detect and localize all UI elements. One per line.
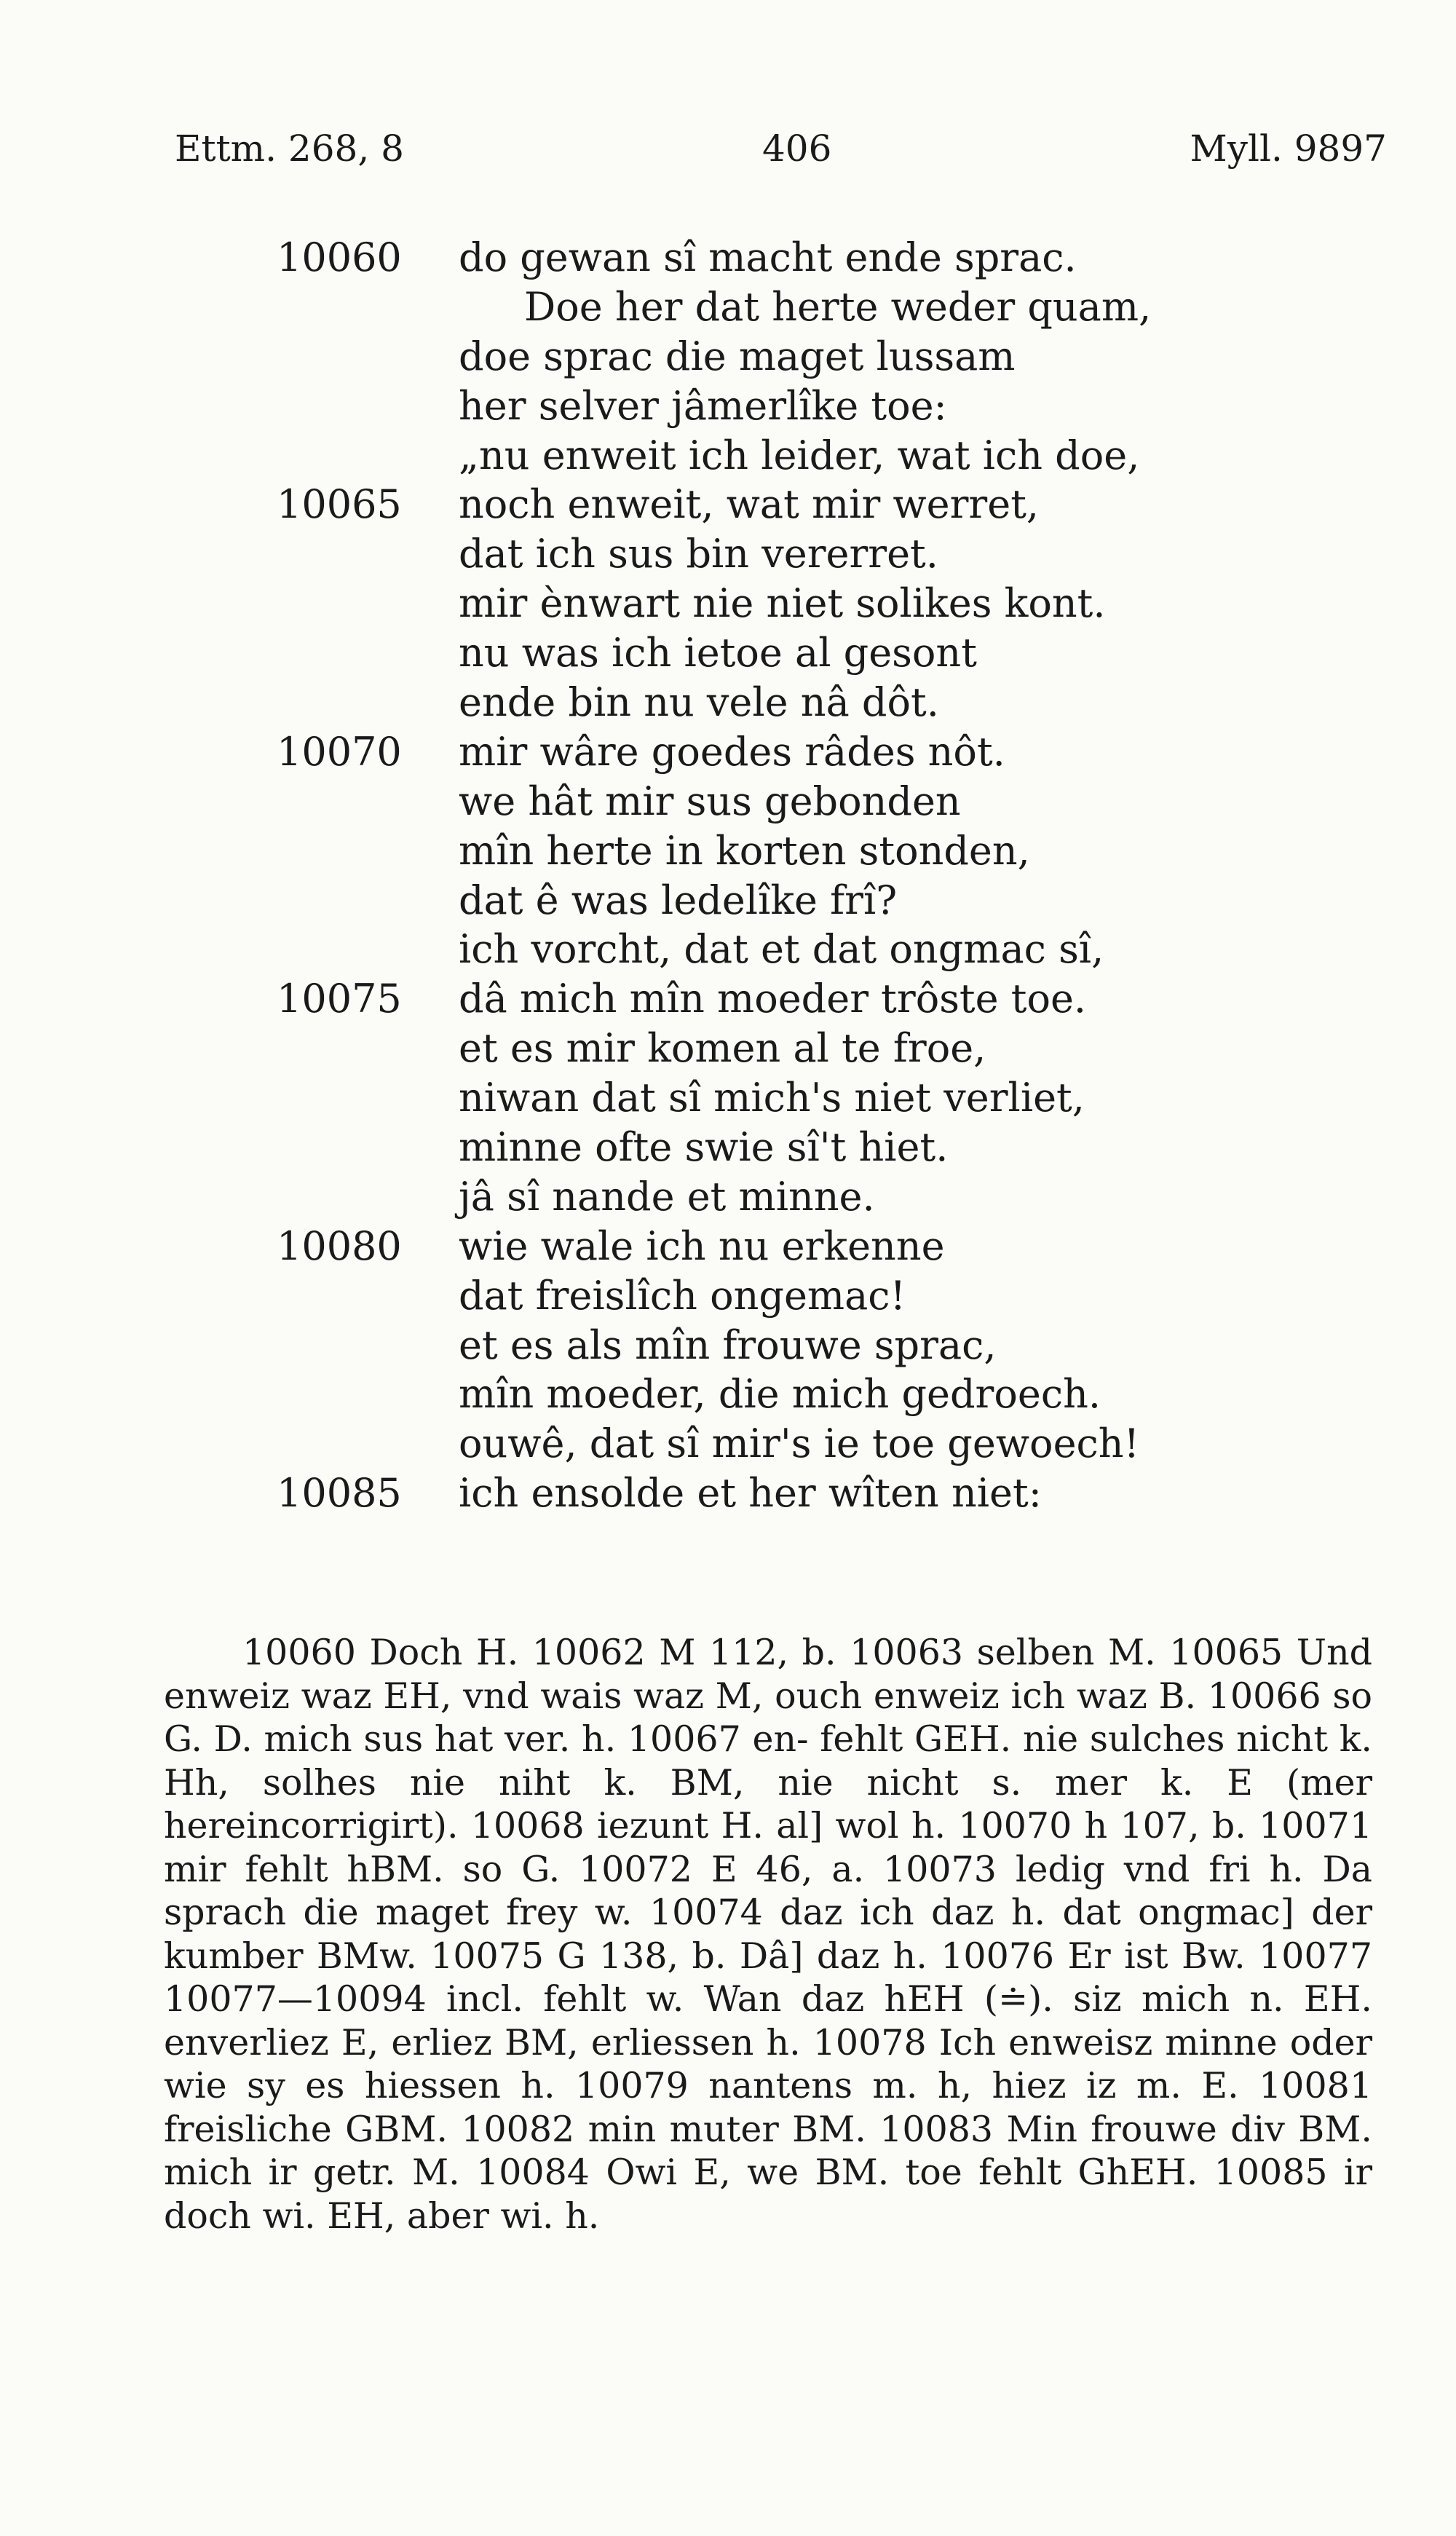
poem-line <box>277 1370 1296 1419</box>
poem-line <box>277 579 1296 628</box>
line-text: ich vorcht, dat et dat ongmac sî, <box>459 926 1104 973</box>
line-number: 10060 <box>277 234 402 280</box>
header-right-ref: Myll. 9897 <box>1190 127 1387 170</box>
line-number: 10075 <box>277 976 402 1022</box>
line-text: et es als mîn frouwe sprac, <box>459 1322 997 1368</box>
line-text: minne ofte swie sî't hiet. <box>459 1124 949 1171</box>
line-text: ouwê, dat sî mir's ie toe gewoech! <box>459 1421 1140 1467</box>
line-text: do gewan sî macht ende sprac. <box>459 234 1077 280</box>
poem-line <box>277 628 1296 678</box>
poem-line <box>277 925 1296 974</box>
line-text: „nu enweit ich leider, wat ich doe, <box>459 432 1140 478</box>
poem-line <box>277 1321 1296 1370</box>
line-text: jâ sî nande et minne. <box>459 1173 875 1220</box>
poem-line <box>277 1073 1296 1123</box>
poem-line <box>277 1123 1296 1172</box>
poem-line <box>277 1222 1296 1271</box>
poem-line <box>277 233 1296 283</box>
line-text: dâ mich mîn moeder trôste toe. <box>459 976 1087 1022</box>
page-header <box>175 127 1387 170</box>
critical-apparatus <box>164 1631 1372 2237</box>
line-text: noch enweit, wat mir werret, <box>459 481 1040 528</box>
poem-line <box>277 529 1296 579</box>
header-left-ref: Ettm. 268, 8 <box>175 127 404 170</box>
line-text: et es mir komen al te froe, <box>459 1025 986 1072</box>
line-number: 10070 <box>277 728 402 775</box>
poem-line <box>277 974 1296 1024</box>
page-number: 406 <box>762 127 832 170</box>
poem-line <box>277 431 1296 481</box>
line-text: wie wale ich nu erkenne <box>459 1222 945 1269</box>
line-text: mîn herte in korten stonden, <box>459 827 1030 874</box>
poem-line <box>277 727 1296 777</box>
poem-line <box>277 283 1296 332</box>
poem-line <box>277 1419 1296 1469</box>
line-number: 10085 <box>277 1470 402 1517</box>
poem-line <box>277 1024 1296 1073</box>
poem-line <box>277 777 1296 826</box>
poem-line <box>277 480 1296 529</box>
line-text: ende bin nu vele nâ dôt. <box>459 679 939 726</box>
line-text: dat ê was ledelîke frî? <box>459 877 898 923</box>
poem-text <box>277 233 1296 1518</box>
line-text: ich ensolde et her wîten niet: <box>459 1470 1042 1517</box>
poem-line <box>277 1271 1296 1321</box>
line-text: dat freislîch ongemac! <box>459 1272 906 1319</box>
line-text: mir ènwart nie niet solikes kont. <box>459 580 1106 627</box>
line-text: mîn moeder, die mich gedroech. <box>459 1371 1101 1418</box>
line-text: dat ich sus bin vererret. <box>459 531 938 577</box>
poem-line <box>277 1172 1296 1222</box>
line-text: niwan dat sî mich's niet verliet, <box>459 1075 1085 1121</box>
apparatus-notes: 10060 Doch H. 10062 M 112, b. 10063 selben M. 10065 Und enweiz waz EH, vnd wais waz M, ouch enweiz ich waz B. 10066 so G. D. mich sus hat ver. h. 10067 en- fehlt GEH. nie sulches nicht k. Hh, solhes nie niht k. BM, nie nicht s. mer k. E (mer hereincorrigirt). 10068 iezunt H. al] wol h. 10070 h 107, b. 10071 mir fehlt hBM. so G. 10072 E 46, a. 10073 ledig vnd fri h. Da sprach die maget frey w. 10074 daz ich daz h. dat ongmac] der kumber BMw. 10075 G 138, b. Dâ] daz h. 10076 Er ist Bw. 10077 10077—10094 incl. fehlt w. Wan daz hEH (≐). siz mich n. EH. enverliez E, erliez BM, erliessen h. 10078 Ich enweisz minne oder wie sy es hiessen h. 10079 nantens m. h, hiez iz m. E. 10081 freisliche GBM. 10082 min muter BM. 10083 Min frouwe div BM. mich ir getr. M. 10084 Owi E, we BM. toe fehlt GhEH. 10085 ir doch wi. EH, aber wi. h. <box>164 1632 1372 2237</box>
poem-line <box>277 826 1296 876</box>
line-text: we hât mir sus gebonden <box>459 778 961 824</box>
poem-line <box>277 678 1296 727</box>
line-text: nu was ich ietoe al gesont <box>459 630 977 676</box>
line-number: 10080 <box>277 1222 402 1269</box>
line-text: mir wâre goedes râdes nôt. <box>459 728 1005 775</box>
poem-line <box>277 876 1296 925</box>
line-text: Doe her dat herte weder quam, <box>524 283 1152 330</box>
poem-line <box>277 382 1296 431</box>
line-text: doe sprac die maget lussam <box>459 333 1016 379</box>
line-text: her selver jâmerlîke toe: <box>459 382 947 429</box>
poem-line <box>277 332 1296 382</box>
poem-line <box>277 1469 1296 1518</box>
line-number: 10065 <box>277 481 402 528</box>
